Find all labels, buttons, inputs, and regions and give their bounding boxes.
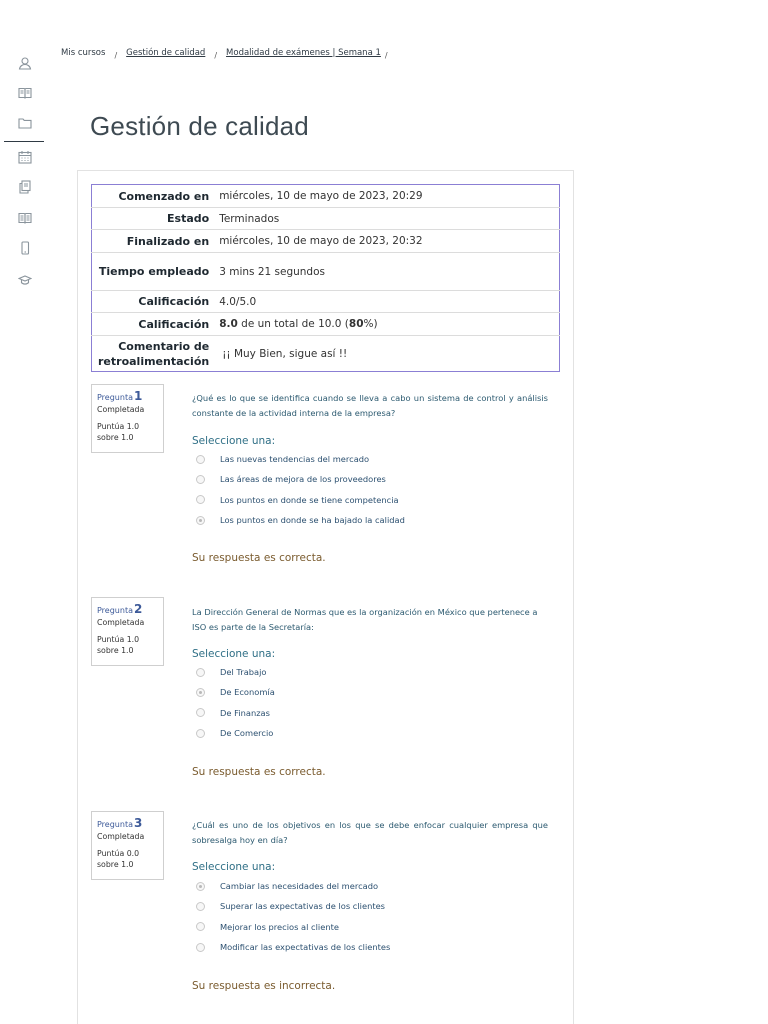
option-text: Modificar las expectativas de los clientes <box>220 942 391 953</box>
answer-prompt: Seleccione una: <box>192 861 276 873</box>
option-text: Mejorar los precios al cliente <box>220 921 339 932</box>
question-score: Puntúa 1.0 <box>97 635 140 644</box>
answer-option[interactable] <box>196 917 390 937</box>
graduation-cap-icon[interactable] <box>17 272 33 288</box>
answer-options <box>196 876 390 957</box>
page-title: Gestión de calidad <box>90 111 309 141</box>
option-text: Los puntos en donde se ha bajado la calidad <box>220 515 405 526</box>
answer-options <box>196 662 275 743</box>
answer-option[interactable] <box>196 510 405 530</box>
answer-prompt: Seleccione una: <box>192 435 276 447</box>
answer-prompt: Seleccione una: <box>192 648 276 660</box>
radio-button[interactable] <box>196 708 205 717</box>
question-state: Completada <box>97 832 145 841</box>
summary-label: Comentario de retroalimentación <box>92 336 216 372</box>
radio-button[interactable] <box>196 668 205 677</box>
active-nav-indicator <box>4 141 44 142</box>
answer-option[interactable] <box>196 876 390 896</box>
grade-total-text: de un total de 10.0 ( <box>237 318 349 330</box>
answer-option[interactable] <box>196 662 275 682</box>
radio-button[interactable] <box>196 943 205 952</box>
option-text: De Economía <box>220 687 275 698</box>
radio-button-selected[interactable] <box>196 516 205 525</box>
question-info-box <box>91 384 164 453</box>
folder-icon[interactable] <box>17 115 33 131</box>
summary-label: Finalizado en <box>92 230 216 253</box>
summary-value: Terminados <box>215 208 559 230</box>
answer-feedback: Su respuesta es correcta. <box>192 766 326 778</box>
grade-percent: 80 <box>348 318 364 330</box>
radio-button-selected[interactable] <box>196 688 205 697</box>
attempt-summary-table <box>91 184 560 372</box>
option-text: Las áreas de mejora de los proveedores <box>220 474 386 485</box>
question-text: La Dirección General de Normas que es la organización en México que pertenece a ISO es parte de la Secretaría: <box>192 607 538 632</box>
answer-option[interactable] <box>196 490 405 510</box>
breadcrumb <box>61 48 397 58</box>
summary-row-feedback <box>92 336 560 372</box>
option-text: Superar las expectativas de los clientes <box>220 901 386 912</box>
summary-row-finished <box>92 230 560 253</box>
answer-feedback: Su respuesta es incorrecta. <box>192 980 336 992</box>
question-max-score: sobre 1.0 <box>97 433 134 442</box>
summary-label: Estado <box>92 208 216 230</box>
breadcrumb-separator: / <box>384 50 388 60</box>
answer-option[interactable] <box>196 469 405 489</box>
summary-label: Calificación <box>92 313 216 336</box>
summary-row-started <box>92 185 560 208</box>
answer-option[interactable] <box>196 723 275 743</box>
summary-row-time <box>92 253 560 291</box>
summary-row-state <box>92 208 560 230</box>
summary-value: miércoles, 10 de mayo de 2023, 20:32 <box>215 230 559 253</box>
answer-option[interactable] <box>196 703 275 723</box>
summary-value: miércoles, 10 de mayo de 2023, 20:29 <box>219 190 423 202</box>
left-nav-rail <box>0 0 48 1024</box>
question-max-score: sobre 1.0 <box>97 646 134 655</box>
summary-row-grade <box>92 291 560 313</box>
summary-row-grade-total <box>92 313 560 336</box>
book-icon[interactable] <box>17 85 33 101</box>
summary-value: 4.0/5.0 <box>215 291 559 313</box>
option-text: Cambiar las necesidades del mercado <box>220 881 379 892</box>
mobile-icon[interactable] <box>17 240 33 256</box>
radio-button[interactable] <box>196 455 205 464</box>
breadcrumb-item-my-courses[interactable]: Mis cursos <box>61 48 106 58</box>
option-text: De Finanzas <box>220 707 270 718</box>
breadcrumb-separator: / <box>214 50 218 60</box>
summary-value: ¡¡ Muy Bien, sigue así !! <box>215 336 559 372</box>
user-icon[interactable] <box>17 55 33 71</box>
question-number: 3 <box>133 816 143 830</box>
summary-value: 3 mins 21 segundos <box>215 253 559 291</box>
book-open-icon[interactable] <box>17 210 33 226</box>
summary-value <box>215 313 559 336</box>
question-number: 2 <box>133 602 143 616</box>
radio-button[interactable] <box>196 475 205 484</box>
answer-feedback: Su respuesta es correcta. <box>192 552 326 564</box>
answer-option[interactable] <box>196 896 390 916</box>
question-label: Pregunta <box>97 820 133 829</box>
summary-label: Tiempo empleado <box>92 253 216 291</box>
question-score: Puntúa 1.0 <box>97 422 140 431</box>
option-text: De Comercio <box>220 728 274 739</box>
answer-option[interactable] <box>196 937 390 957</box>
radio-button[interactable] <box>196 495 205 504</box>
radio-button-selected[interactable] <box>196 882 205 891</box>
question-label: Pregunta <box>97 393 133 402</box>
grade-percent-suffix: %) <box>363 318 378 330</box>
question-max-score: sobre 1.0 <box>97 860 134 869</box>
question-text: ¿Cuál es uno de los objetivos en los que se debe enfocar cualquier empresa que sobresalga hoy en día? <box>192 820 548 845</box>
answer-options <box>196 449 405 530</box>
breadcrumb-item-course[interactable]: Gestión de calidad <box>126 48 206 58</box>
question-state: Completada <box>97 405 145 414</box>
option-text: Del Trabajo <box>220 667 267 678</box>
radio-button[interactable] <box>196 922 205 931</box>
calendar-icon[interactable] <box>17 149 33 165</box>
summary-label: Comenzado en <box>118 189 210 203</box>
question-state: Completada <box>97 618 145 627</box>
question-text: ¿Qué es lo que se identifica cuando se lleva a cabo un sistema de control y análisis constante de la actividad interna de la empresa? <box>192 393 548 418</box>
breadcrumb-separator: / <box>114 50 118 60</box>
breadcrumb-item-exam-mode[interactable]: Modalidad de exámenes | Semana 1 <box>226 48 381 58</box>
question-info-box <box>91 811 164 880</box>
question-info-box <box>91 597 164 666</box>
grade-score: 8.0 <box>219 318 238 330</box>
question-score: Puntúa 0.0 <box>97 849 140 858</box>
radio-button[interactable] <box>196 902 205 911</box>
radio-button[interactable] <box>196 729 205 738</box>
question-number: 1 <box>133 389 143 403</box>
summary-label: Calificación <box>92 291 216 313</box>
answer-option[interactable] <box>196 682 275 702</box>
question-label: Pregunta <box>97 606 133 615</box>
answer-option[interactable] <box>196 449 405 469</box>
option-text: Las nuevas tendencias del mercado <box>220 454 370 465</box>
option-text: Los puntos en donde se tiene competencia <box>220 494 399 505</box>
copy-icon[interactable] <box>17 179 33 195</box>
